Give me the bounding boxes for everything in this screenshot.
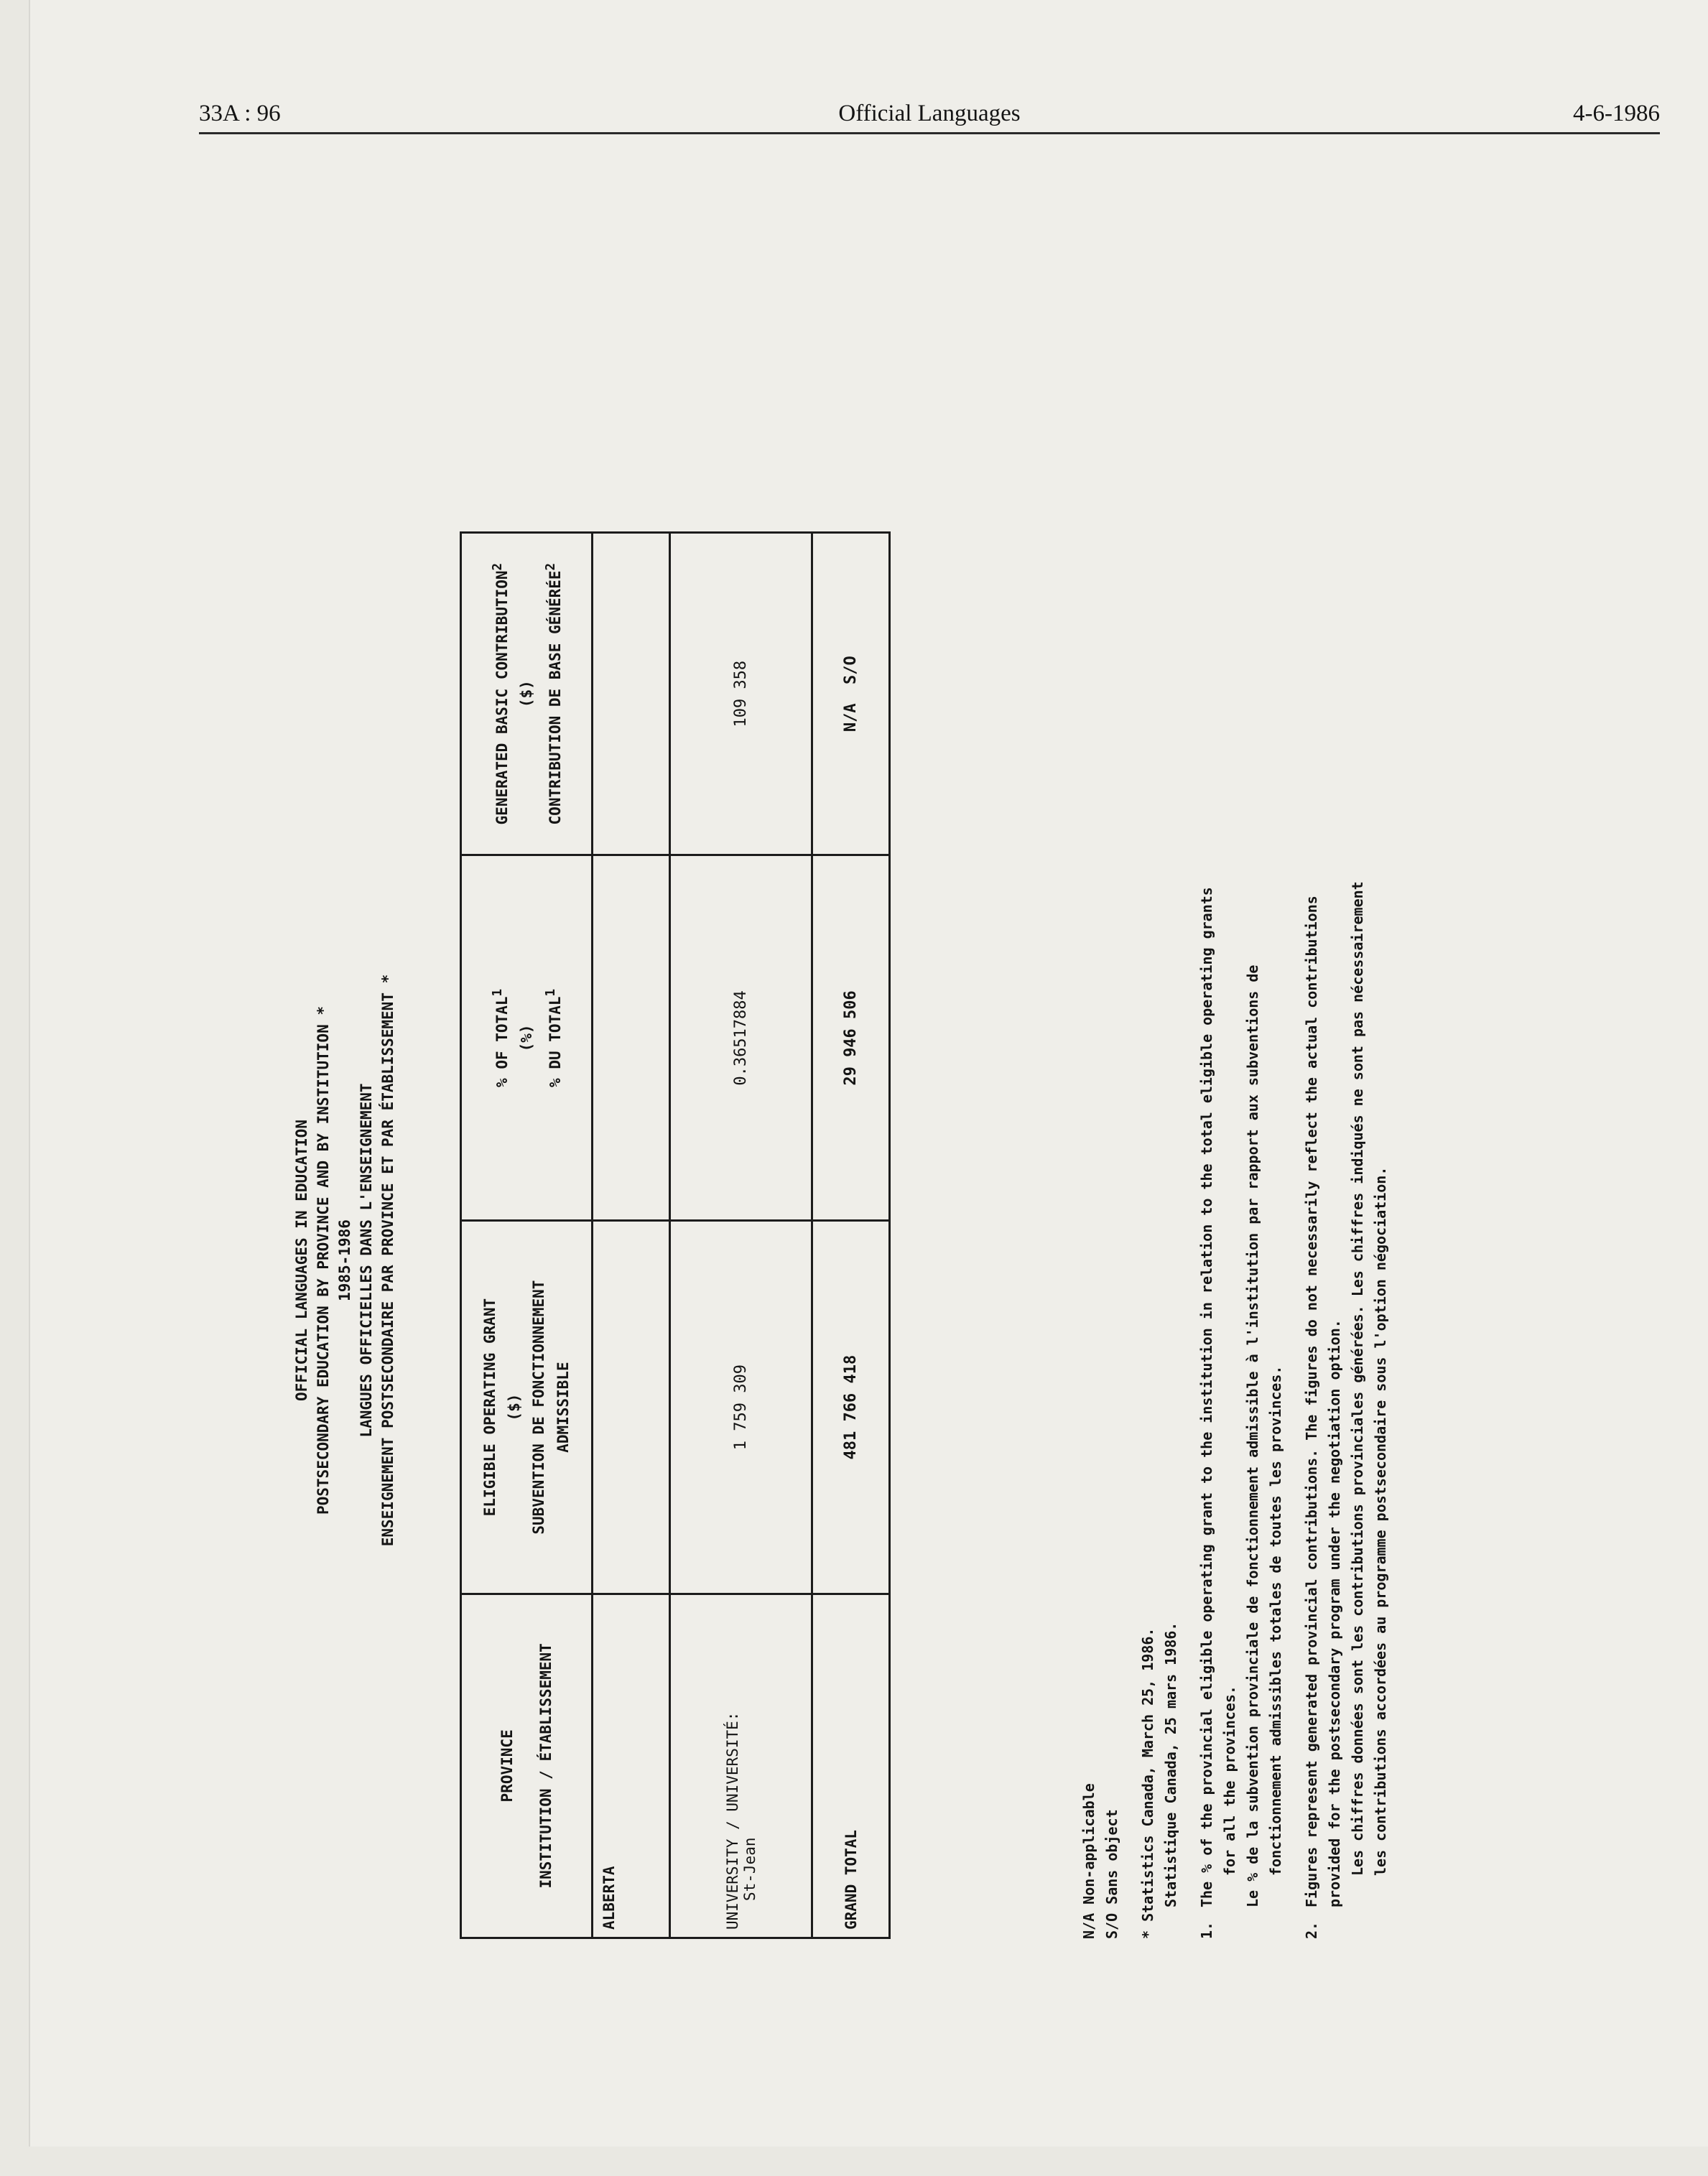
- institution-cell: UNIVERSITY / UNIVERSITÉ: St-Jean: [670, 1594, 812, 1938]
- st-jean-grant: 1 759 309: [670, 1221, 812, 1594]
- note-so: S/O Sans object: [1103, 1809, 1120, 1939]
- title-line: ENSEIGNEMENT POSTSECONDAIRE PAR PROVINCE ET PAR ÉTABLISSEMENT *: [379, 974, 396, 1547]
- footnote-1: 1. The % of the provincial eligible operating grant to the institution in relation to the total eligible operating grants for all the provinces. Le % de la subvention provinciale de fonctionnement admissible à l'institution par rapport aux subventions de fonctionnement admissibles totales de toutes les provinces.: [1198, 887, 1284, 1939]
- page-date: 4-6-1986: [1573, 101, 1660, 126]
- grand-total-grant: 481 766 418: [812, 1221, 890, 1594]
- grand-total-percent: 29 946 506: [812, 855, 890, 1221]
- rotated-table-page: [291, 345, 1469, 2176]
- table-titles: [291, 345, 399, 2176]
- header-percent-total: % OF TOTAL$^1$ (%) % DU TOTAL$^1$: [461, 855, 593, 1221]
- institution-st-jean: St-Jean: [741, 1837, 758, 1901]
- header-institution: PROVINCE INSTITUTION / ÉTABLISSEMENT: [461, 1594, 593, 1938]
- title-line: OFFICIAL LANGUAGES IN EDUCATION: [293, 1120, 310, 1401]
- source-note: * Statistics Canada, March 25, 1986. Statistique Canada, 25 mars 1986.: [1139, 1622, 1179, 1939]
- table-header-row: [461, 533, 593, 1938]
- header-basic-contribution: GENERATED BASIC CONTRIBUTION$^2$ ($) CONTRIBUTION DE BASE GÉNÉRÉE$^2$: [461, 533, 593, 855]
- page-header: [199, 101, 1660, 134]
- footnote-2: 2. Figures represent generated provincial contributions. The figures do not necessarily reflect the actual contributions provided for the postsecondary program under the negotiation option. Les chiffres données sont les contributions provinciales générées. Les chiffres indiqués ne sont pas nécessairement les contributions accordées au programme postsecondaire sous l'option négociation.: [1303, 881, 1389, 1939]
- note-na: N/A Non-applicable: [1080, 1783, 1097, 1939]
- grand-total-label: GRAND TOTAL: [812, 1594, 890, 1938]
- header-operating-grant: ELIGIBLE OPERATING GRANT ($) SUBVENTION DE FONCTIONNEMENT ADMISSIBLE: [461, 1221, 593, 1594]
- table-row-total: [812, 533, 890, 1938]
- table-row: [593, 533, 670, 1938]
- st-jean-percent: 0.36517884: [670, 855, 812, 1221]
- grants-table: [460, 531, 891, 1939]
- table-notes: [1077, 417, 1405, 1939]
- table-row: [670, 533, 812, 1938]
- grand-total-contribution: N/A S/O: [812, 533, 890, 855]
- st-jean-contribution: 109 358: [670, 533, 812, 855]
- province-alberta: ALBERTA: [593, 1594, 670, 1938]
- title-line: POSTSECONDARY EDUCATION BY PROVINCE AND BY INSTITUTION *: [315, 1006, 332, 1515]
- title-line: 1985-1986: [336, 1219, 353, 1301]
- abbreviations: [1077, 417, 1123, 1939]
- running-title: Official Languages: [838, 101, 1021, 126]
- title-line: LANGUES OFFICIELLES DANS L'ENSEIGNEMENT: [358, 1083, 375, 1438]
- page-number: 33A : 96: [199, 101, 281, 126]
